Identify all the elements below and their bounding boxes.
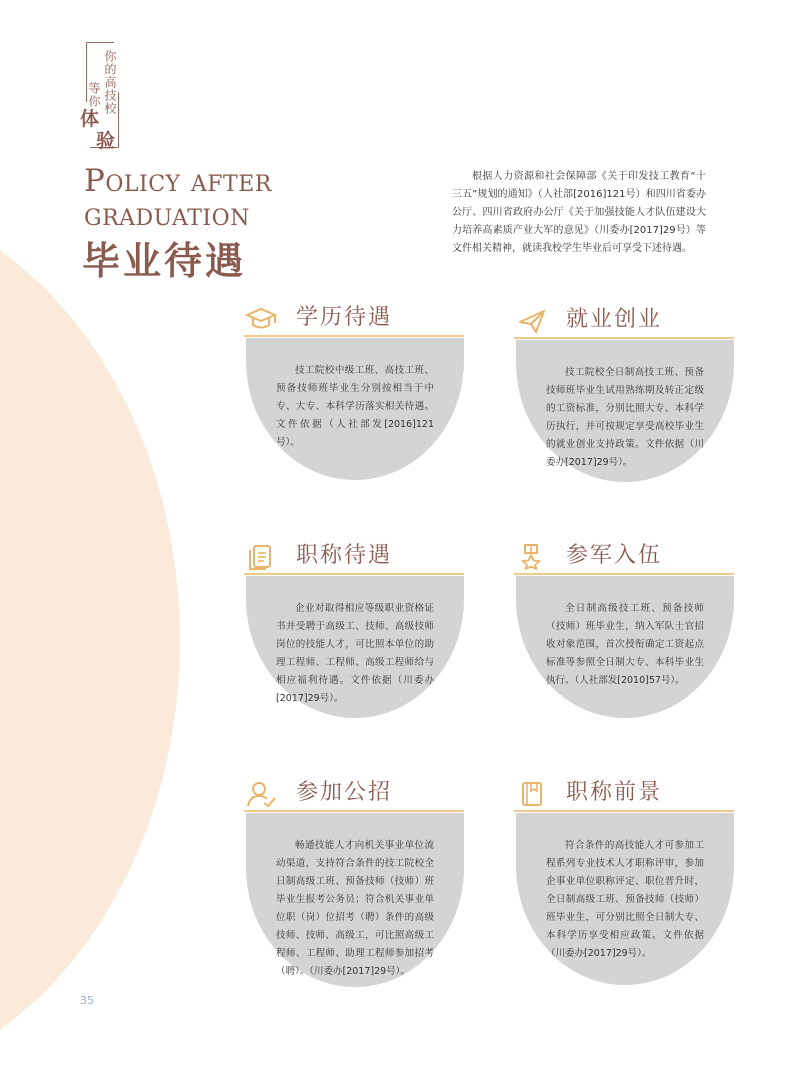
section-rule	[244, 335, 464, 337]
badge-big1: 体	[80, 108, 100, 130]
english-title-line1: Policy after	[84, 163, 272, 199]
documents-icon	[244, 544, 278, 570]
section-title-benefits	[244, 540, 464, 704]
badge-frame-right	[118, 92, 119, 147]
badge-big2: 验	[96, 130, 116, 152]
section-title: 参加公招	[296, 780, 393, 805]
section-rule	[244, 810, 464, 812]
intro-paragraph: 根据人力资源和社会保障部《关于印发技工教育“十三五”规划的通知》（人社部[2016]121号）和四川省委办公厅、四川省政府办公厅《关于加强技能人才队伍建设大力培养高素质产业大军的意见》（川委办[2017]29号）等文件相关精神，就读我校学生毕业后可享受下述待遇。	[452, 171, 706, 254]
medal-icon	[514, 544, 548, 570]
section-text: 技工院校中级工班、高技工班、预备技师班毕业生分别按相当于中专、大专、本科学历落实相关待遇。文件依据（人社部发[2016]121号）。	[276, 365, 434, 448]
section-title: 职称前景	[566, 780, 663, 805]
section-text: 技工院校全日制高技工班、预备技师班毕业生试用熟练期及转正定级的工资标准，分别比照大专、本科学历执行，并可按规定享受高校毕业生的就业创业支持政策。文件依据（川委办[2017]29号）。	[546, 367, 704, 468]
section-education	[244, 302, 464, 448]
section-rule	[244, 573, 464, 575]
section-title: 就业创业	[566, 307, 663, 332]
section-header	[244, 302, 464, 338]
page-number: 35	[80, 994, 94, 1007]
section-text: 畅通技能人才向机关事业单位流动渠道，支持符合条件的技工院校全日制高级工班、预备技师（技师）班毕业生报考公务员；符合机关事业单位职（岗）位招考（聘）条件的高级技师、技师、高级工，可比照高级工程师、工程师、助理工程师参加招考（聘）。（川委办[2017]29号）。	[276, 840, 434, 977]
badge-line1: 你的高技校	[103, 50, 117, 115]
section-bubble	[246, 813, 464, 987]
section-public-exam	[244, 777, 464, 977]
graduation-cap-icon	[244, 306, 278, 332]
section-title: 参军入伍	[566, 543, 663, 568]
section-text: 全日制高级技工班、预备技师（技师）班毕业生，纳入军队士官招收对象范围，首次授衔确定工资起点标准等参照全日制大专、本科毕业生执行。（人社部发[2010]57号）。	[546, 603, 704, 686]
section-title: 职称待遇	[296, 543, 393, 568]
book-icon	[514, 781, 548, 807]
section-military	[514, 540, 734, 686]
english-title-line2: graduation	[84, 197, 250, 233]
section-header	[244, 777, 464, 813]
section-employment	[514, 304, 734, 468]
section-bubble	[516, 340, 734, 482]
section-rule	[514, 337, 734, 339]
english-title	[84, 164, 272, 232]
section-text: 企业对取得相应等级职业资格证书并受聘于高级工、技师、高级技师岗位的技能人才，可比照本单位的助理工程师、工程师、高级工程师给与相应福利待遇。文件依据（川委办[2017]29号）。	[276, 603, 434, 704]
chinese-title: 毕业待遇	[82, 239, 247, 283]
badge-frame-top	[86, 42, 114, 43]
section-header	[514, 777, 734, 813]
background-circle	[0, 190, 180, 1090]
section-header	[514, 540, 734, 576]
badge-line2: 等你	[87, 82, 101, 108]
section-header	[514, 304, 734, 340]
section-bubble	[246, 576, 464, 718]
section-bubble	[516, 576, 734, 718]
user-check-icon	[244, 781, 278, 807]
section-title: 学历待遇	[296, 305, 393, 330]
slogan-badge	[78, 42, 128, 150]
section-rule	[514, 810, 734, 812]
section-text: 符合条件的高技能人才可参加工程系列专业技术人才职称评审，参加企事业单位职称评定、职位晋升时，全日制高级工班、预备技师（技师）班毕业生，可分别比照全日制大专、本科学历享受相应政策。文件依据（川委办[2017]29号）。	[546, 840, 704, 959]
section-bubble	[516, 813, 734, 985]
section-bubble	[246, 338, 464, 480]
paper-plane-icon	[514, 308, 548, 334]
section-rule	[514, 573, 734, 575]
section-career	[514, 777, 734, 959]
section-header	[244, 540, 464, 576]
